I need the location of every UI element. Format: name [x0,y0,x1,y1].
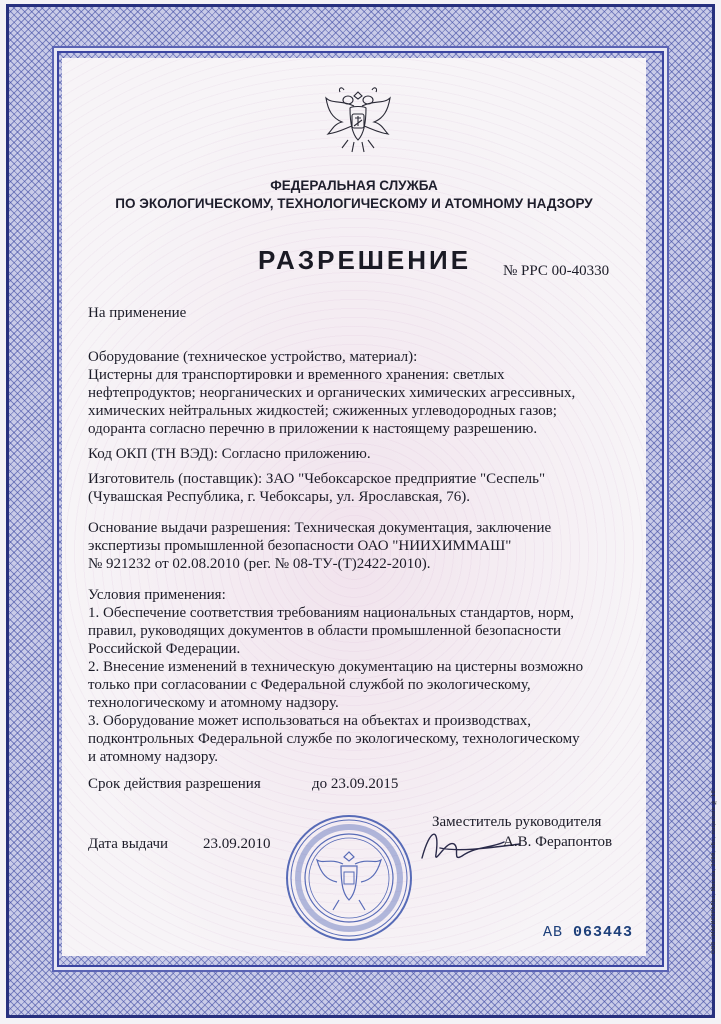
equipment-line: Цистерны для транспортировки и временного хранения: светлых [88,367,505,383]
conditions-line: Российской Федерации. [88,641,241,657]
service-name-line-1: ФЕДЕРАЛЬНАЯ СЛУЖБА [270,178,438,193]
manufacturer-line: Изготовитель (поставщик): ЗАО "Чебоксарское предприятие "Сеспель" [88,471,546,487]
conditions-line: только при согласовании с Федеральной службой по экологическому, [88,677,531,693]
signer-title: Заместитель руководителя [432,814,602,830]
conditions-line: 2. Внесение изменений в техническую документацию на цистерны возможно [88,659,584,675]
equipment-line: Оборудование (техническое устройство, материал): [88,349,418,365]
conditions-line: правил, руководящих документов в области промышленной безопасности [88,623,562,639]
equipment-line: химических нейтральных жидкостей; сжиженных углеводородных газов; [88,403,557,419]
conditions-line: 1. Обеспечение соответствия требованиям национальных стандартов, норм, [88,605,574,621]
form-serial-number [543,924,633,941]
serial-digits: 063443 [573,924,634,941]
conditions-line: и атомному надзору. [88,749,218,765]
basis-line: Основание выдачи разрешения: Техническая документация, заключение [88,520,552,536]
purpose-text: На применение [88,305,187,321]
basis-line: № 921232 от 02.08.2010 (рег. № 08-ТУ-(Т)2422-2010). [88,556,431,572]
signer-name: А.В. Ферапонтов [503,834,613,850]
okp-code-line: Код ОКП (ТН ВЭД): Согласно приложению. [88,446,371,462]
conditions-line: технологическому и атомному надзору. [88,695,339,711]
validity-label: Срок действия разрешения [88,776,261,792]
equipment-line: нефтепродуктов; неорганических и органических химических агрессивных, [88,385,576,401]
official-seal-stamp [283,812,415,944]
manufacturer-line: (Чувашская Республика, г. Чебоксары, ул. Ярославская, 76). [88,489,471,505]
issue-date-label: Дата выдачи [88,836,169,852]
conditions-line: Условия применения: [88,587,226,603]
conditions-line: подконтрольных Федеральной службе по экологическому, технологическому [88,731,580,747]
russian-coat-of-arms-emblem [318,82,398,162]
basis-line: экспертизы промышленной безопасности ОАО "НИИХИММАШ" [88,538,512,554]
issue-date-value: 23.09.2010 [203,836,271,852]
printer-imprint: ООО «МАГИСТРАЛЬ», Москва, 2009, «Б», лицензия № 10 [711,790,717,954]
conditions-line: 3. Оборудование может использоваться на объектах и производствах, [88,713,532,729]
document-title: РАЗРЕШЕНИЕ [258,245,472,275]
service-name-line-2: ПО ЭКОЛОГИЧЕСКОМУ, ТЕХНОЛОГИЧЕСКОМУ И АТОМНОМУ НАДЗОРУ [115,196,593,211]
serial-prefix: АВ [543,924,564,941]
registration-number: № РРС 00-40330 [503,263,610,279]
equipment-line: одоранта согласно перечню в приложении к настоящему разрешению. [88,421,538,437]
validity-value: до 23.09.2015 [312,776,399,792]
